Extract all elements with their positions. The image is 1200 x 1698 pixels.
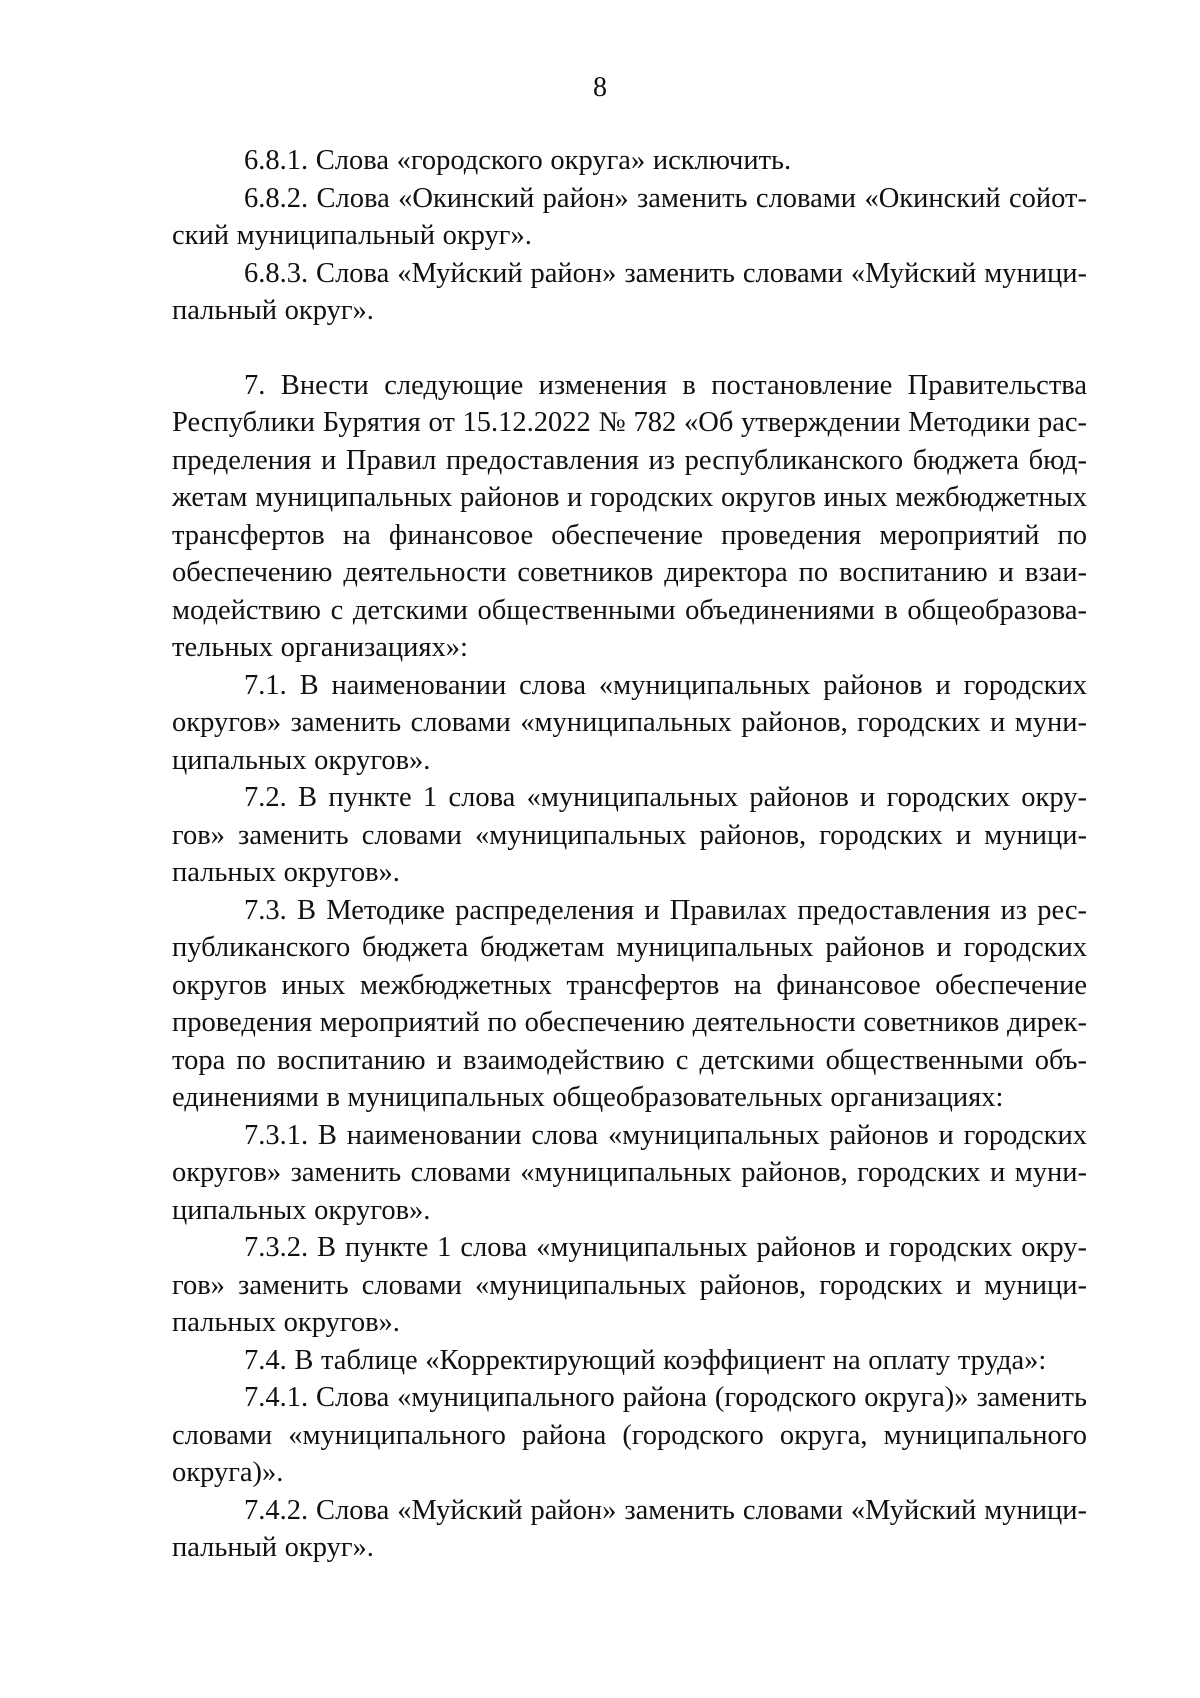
paragraph-7-4: 7.4. В таблице «Корректирующий коэффициент на оплату труда»:	[244, 1344, 1047, 1376]
paragraph-6-8-1: 6.8.1. Слова «городского округа» исключить.	[244, 145, 792, 176]
paragraph-7-3: 7.3. В Методике распределения и Правилах предоставления из республиканского бюджета бюджетам муниципальных районов и городских округов иных межбюджетных трансфертов на финансовое обеспечение проведения мероприятий по обеспечению деятельности советников директора по воспитанию и взаимодействию с детскими общественными объединениями в муниципальных общеобразовательных организациях:	[172, 894, 1087, 1113]
paragraph-7-2: 7.2. В пункте 1 слова «муниципальных районов и городских округов» заменить словами «муниципальных районов, городских и муниципальных округов».	[172, 782, 1087, 888]
paragraph-7-4-1: 7.4.1. Слова «муниципального района (городского округа)» заменить словами «муниципального района (городского округа, муниципального округа)».	[172, 1382, 1087, 1488]
section-gap	[172, 330, 1087, 367]
document-body	[172, 142, 1087, 1567]
paragraph-7-1: 7.1. В наименовании слова «муниципальных районов и городских округов» заменить словами «муниципальных районов, городских и муниципальных округов».	[172, 669, 1087, 776]
paragraph-7: 7. Внести следующие изменения в постановление Правительства Республики Бурятия от 15.12.2022 № 782 «Об утверждении Методики распределения и Правил предоставления из республиканского бюджета бюджетам муниципальных районов и городских округов иных межбюджетных трансфертов на финансовое обеспечение проведения мероприятий по обеспечению деятельности советников директора по воспитанию и взаимодействию с детскими общественными объединениями в общеобразовательных организациях»:	[172, 369, 1087, 663]
paragraph-6-8-2: 6.8.2. Слова «Окинский район» заменить словами «Окинский сойотский муниципальный округ».	[172, 182, 1087, 251]
paragraph-6-8-3: 6.8.3. Слова «Муйский район» заменить словами «Муйский муниципальный округ».	[172, 257, 1087, 326]
paragraph-7-3-2: 7.3.2. В пункте 1 слова «муниципальных районов и городских округов» заменить словами «муниципальных районов, городских и муниципальных округов».	[172, 1232, 1087, 1338]
paragraph-7-3-1: 7.3.1. В наименовании слова «муниципальных районов и городских округов» заменить словами «муниципальных районов, городских и муниципальных округов».	[172, 1119, 1087, 1226]
paragraph-7-4-2: 7.4.2. Слова «Муйский район» заменить словами «Муйский муниципальный округ».	[172, 1494, 1087, 1563]
page-number: 8	[593, 72, 607, 103]
